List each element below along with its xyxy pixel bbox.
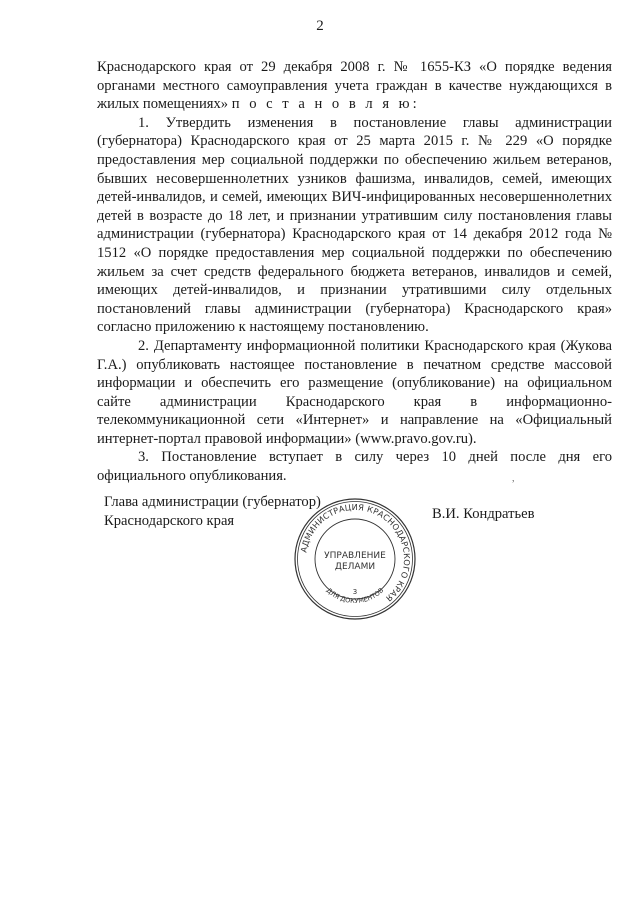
intro-paragraph bbox=[97, 58, 612, 114]
paragraph-2: 2. Департаменту информационной политики Краснодарского края (Жукова Г.А.) опубликовать настоящее постановление в печатном средстве массовой информации и обеспечить его размещение (опубликование) на официальном сайте администрации Краснодарского края в информационно-телекоммуникационной сети «Интернет» и направление на «Официальный интернет-портал правовой информации» (www.pravo.gov.ru). bbox=[97, 337, 612, 447]
signature-title-line2: Краснодарского края bbox=[104, 513, 235, 529]
intro-text: Краснодарского края от 29 декабря 2008 г. № 1655-КЗ «О порядке ведения органами местного самоуправления учета граждан в качестве нуждающихся в жилых помещениях» bbox=[97, 59, 612, 113]
stamp-number: 3 bbox=[352, 588, 358, 596]
ink-mark: , bbox=[512, 473, 515, 484]
paragraph-1: 1. Утвердить изменения в постановление главы администрации (губернатора) Краснодарского края от 25 марта 2015 г. № 229 «О порядке предоставления мер социальной поддержки по обеспечению жильем ветеранов, бывших несовершеннолетних узников фашизма, инвалидов, семей, имеющих детей-инвалидов, и семей, имеющих ВИЧ-инфицированных несовершеннолетних детей в возрасте до 18 лет, и признании утратившим силу постановления главы администрации (губернатора) Краснодарского края от 14 декабря 2012 года № 1512 «О порядке предоставления мер социальной поддержки по обеспечению жильем за счет средств федерального бюджета ветеранов, инвалидов и семей, имеющих детей-инвалидов, и признании утратившими силу отдельных постановлений главы администрации (губернатора) Краснодарского края» согласно приложению к настоящему постановлению. bbox=[97, 114, 612, 336]
paragraph-3: 3. Постановление вступает в силу через 10 дней после дня его официального опубликования. bbox=[97, 449, 612, 485]
document-body bbox=[97, 58, 612, 486]
stamp-ring-text: АДМИНИСТРАЦИЯ КРАСНОДАРСКОГО КРАЯ bbox=[298, 501, 413, 604]
stamp-center-line2: ДЕЛАМИ bbox=[334, 562, 376, 572]
stamp-center-line1: УПРАВЛЕНИЕ bbox=[324, 551, 386, 561]
stamp-bottom-text: ДЛЯ ДОКУМЕНТОВ bbox=[324, 586, 386, 606]
signature-name: В.И. Кондратьев bbox=[432, 506, 535, 522]
signature-title bbox=[104, 493, 321, 531]
signature-title-line1: Глава администрации (губернатор) bbox=[104, 494, 321, 510]
resolve-word: п о с т а н о в л я ю: bbox=[231, 96, 420, 113]
page-number: 2 bbox=[316, 18, 324, 34]
official-stamp bbox=[293, 497, 417, 621]
